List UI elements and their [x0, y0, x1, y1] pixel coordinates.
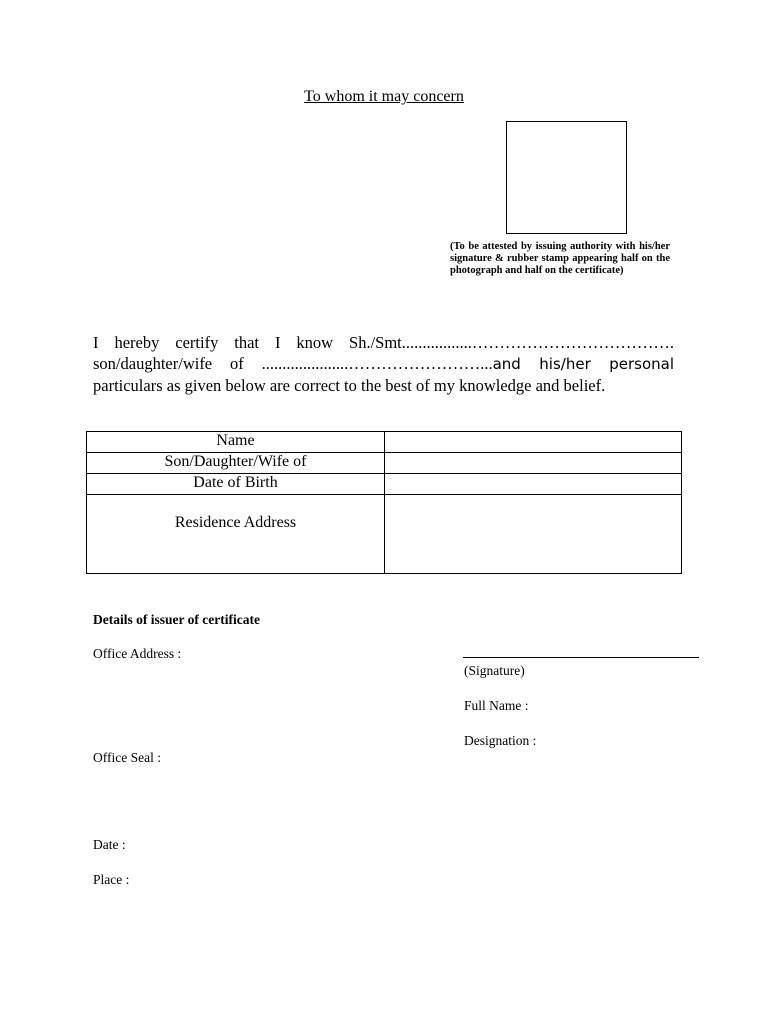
relation-value-field[interactable] — [385, 453, 682, 474]
office-address-label: Office Address : — [93, 646, 182, 661]
certification-paragraph — [93, 332, 674, 396]
place-label: Place : — [93, 872, 130, 887]
dob-label: Date of Birth — [87, 474, 385, 495]
full-name-label: Full Name : — [464, 698, 529, 713]
address-label: Residence Address — [87, 495, 385, 574]
certify-line-3: particulars as given below are correct to the best of my knowledge and belief. — [93, 376, 606, 395]
office-seal-label: Office Seal : — [93, 750, 161, 765]
particulars-table — [86, 431, 682, 574]
document-title: To whom it may concern — [304, 88, 464, 105]
signature-line — [463, 657, 699, 658]
date-label: Date : — [93, 837, 126, 852]
certify-line-2a: son/daughter/wife of .....................……………………... — [93, 354, 493, 373]
name-label: Name — [87, 432, 385, 453]
certify-line-2b: and his/her personal — [492, 355, 674, 373]
photo-attestation-note: (To be attested by issuing authority with his/her signature & rubber stamp appearing half on the photograph and half on the certificate) — [450, 241, 670, 276]
table-row — [87, 453, 682, 474]
address-value-field[interactable] — [385, 495, 682, 574]
photo-placeholder — [506, 121, 627, 234]
relation-label: Son/Daughter/Wife of — [87, 453, 385, 474]
signature-label: (Signature) — [464, 663, 525, 678]
table-row — [87, 432, 682, 453]
certify-line-1: I hereby certify that I know Sh./Smt.................………………………………. — [93, 333, 674, 352]
table-row — [87, 474, 682, 495]
designation-label: Designation : — [464, 733, 537, 748]
name-value-field[interactable] — [385, 432, 682, 453]
issuer-heading: Details of issuer of certificate — [93, 612, 260, 627]
dob-value-field[interactable] — [385, 474, 682, 495]
table-row — [87, 495, 682, 574]
